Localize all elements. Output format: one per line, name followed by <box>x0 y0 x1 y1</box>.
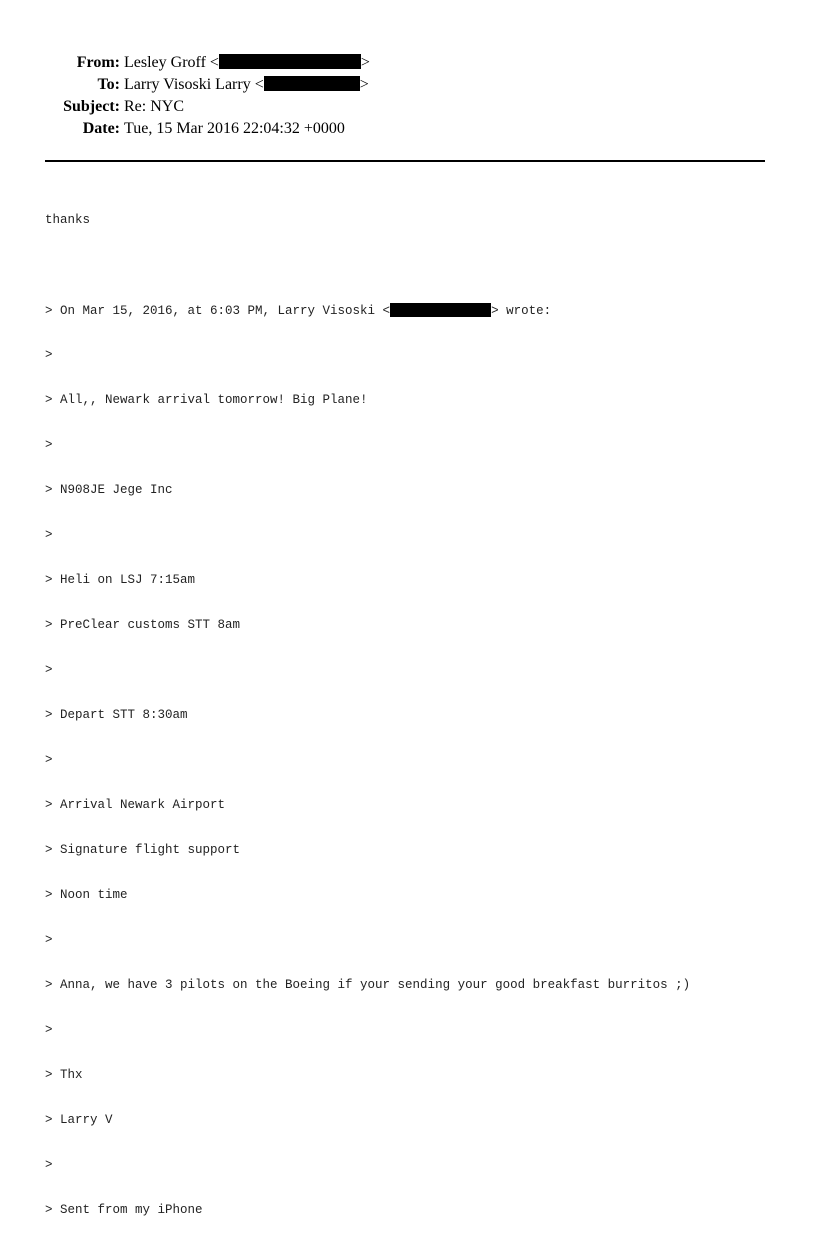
redaction-box <box>219 54 361 69</box>
quoted-line: > <box>45 348 53 362</box>
quoted-line: > <box>45 528 53 542</box>
quoted-line: > Heli on LSJ 7:15am <box>45 573 196 587</box>
quoted-line: > <box>45 663 53 677</box>
date-row <box>0 118 816 140</box>
quoted-line: > <box>45 753 53 767</box>
header-divider <box>45 160 765 162</box>
from-row <box>0 52 816 74</box>
subject-label: Subject: <box>63 98 120 115</box>
from-value <box>124 52 370 74</box>
quoted-line: > <box>45 933 53 947</box>
date-value: Tue, 15 Mar 2016 22:04:32 +0000 <box>124 120 345 137</box>
subject-row <box>0 96 816 118</box>
subject-value: Re: NYC <box>124 98 184 115</box>
quoted-line: > Thx <box>45 1068 83 1082</box>
quoted-line: > Arrival Newark Airport <box>45 798 226 812</box>
quoted-line: > PreClear customs STT 8am <box>45 618 241 632</box>
quoted-line: > All,, Newark arrival tomorrow! Big Plane! <box>45 393 368 407</box>
to-label: To: <box>97 76 120 93</box>
date-label: Date: <box>82 120 120 137</box>
quoted-line: > Anna, we have 3 pilots on the Boeing if your sending your good breakfast burritos ;) <box>45 978 691 992</box>
quoted-line: > Larry V <box>45 1113 113 1127</box>
blank-line <box>45 258 690 273</box>
quoted-line: > N908JE Jege Inc <box>45 483 173 497</box>
quote-intro-post: > wrote: <box>491 304 552 318</box>
to-name: Larry Visoski Larry < <box>124 76 264 93</box>
from-close: > <box>360 54 370 71</box>
from-name: Lesley Groff < <box>124 54 219 71</box>
to-value <box>124 74 369 96</box>
quoted-line: > Depart STT 8:30am <box>45 708 188 722</box>
redaction-box <box>390 303 491 317</box>
from-label: From: <box>76 54 120 71</box>
quoted-line: > Noon time <box>45 888 128 902</box>
quote-intro-pre: > On Mar 15, 2016, at 6:03 PM, Larry Visoski < <box>45 304 391 318</box>
to-row <box>0 74 816 96</box>
quote-intro <box>45 303 690 318</box>
quoted-line: > <box>45 1023 53 1037</box>
quoted-line: > Signature flight support <box>45 843 241 857</box>
quoted-line: > Sent from my iPhone <box>45 1203 203 1217</box>
to-close: > <box>359 76 369 93</box>
email-header <box>0 52 816 140</box>
quoted-line: > <box>45 438 53 452</box>
greeting: thanks <box>45 213 91 227</box>
redaction-box <box>264 76 360 91</box>
quoted-line: > <box>45 1158 53 1172</box>
email-body <box>45 183 690 1233</box>
